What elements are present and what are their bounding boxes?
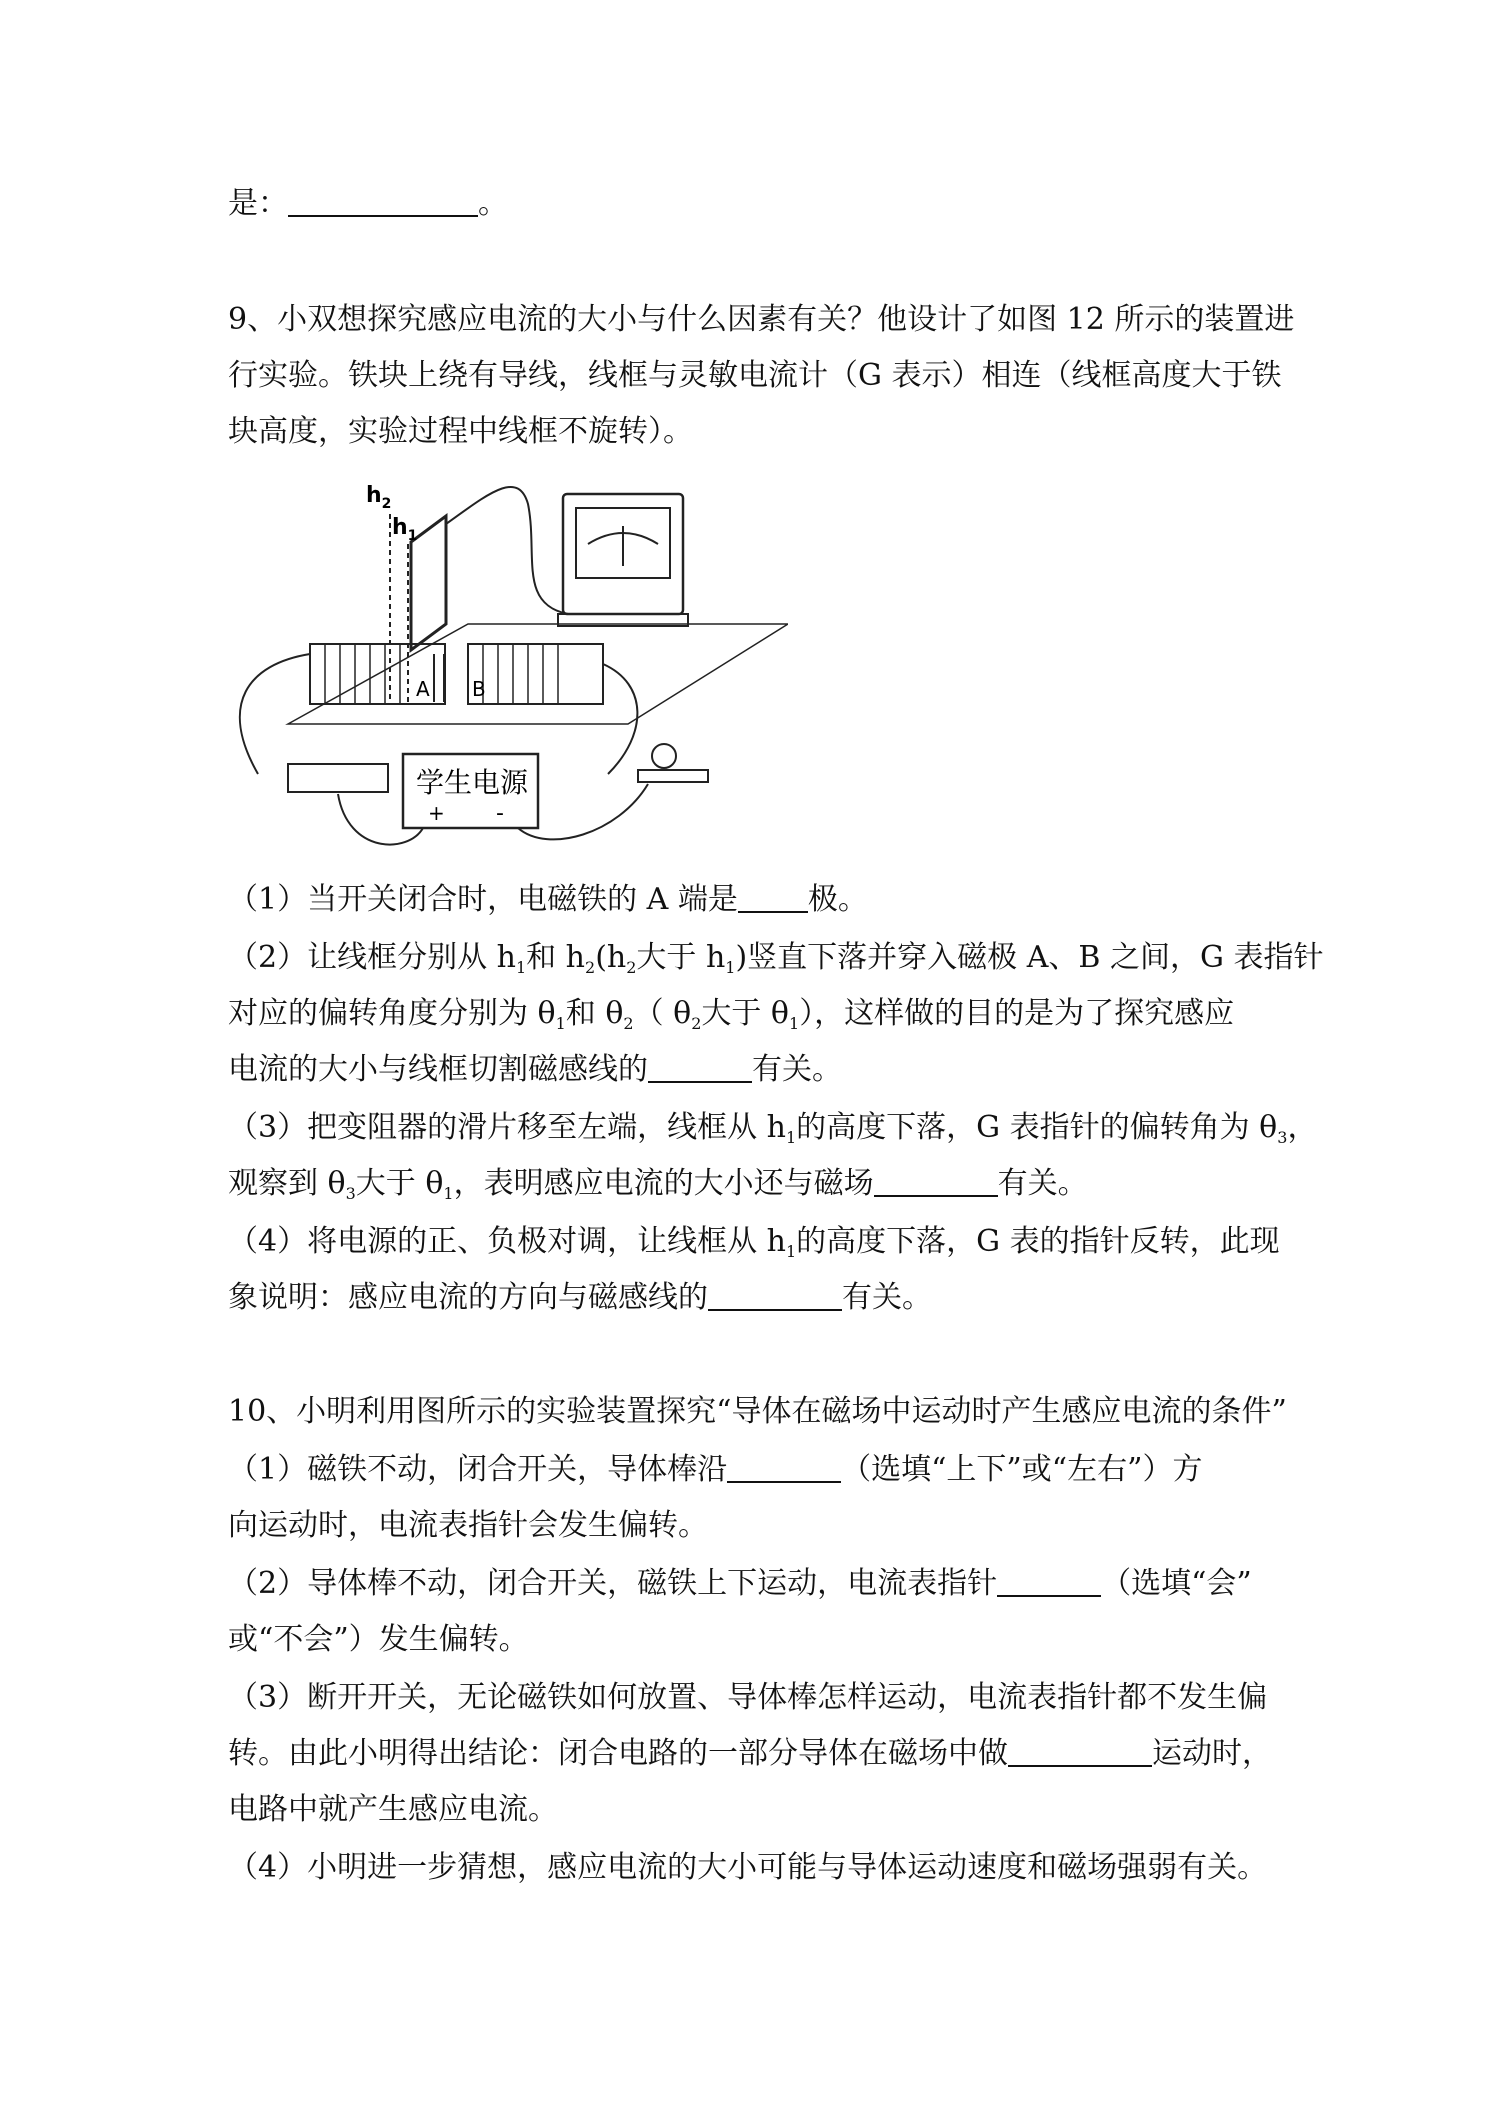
bulb — [652, 744, 676, 768]
iron-block-B — [468, 644, 603, 704]
label-h1: $h_1$ — [392, 515, 418, 544]
q9-part-1: （1）当开关闭合时，电磁铁的 A 端是 极。 — [228, 882, 868, 917]
q10-part-3-line-3: 电路中就产生感应电流。 — [228, 1792, 558, 1827]
circuit-wire-right — [603, 664, 637, 774]
q9-part-2-line-2: 对应的偏转角度分别为 $\theta_1$和 $\theta_2$（ $\theta_2$大于 $\theta_1$），这样做的目的是为了探究感应 — [228, 996, 1235, 1033]
switch — [638, 770, 708, 782]
answer-blank[interactable] — [648, 1051, 752, 1083]
answer-blank[interactable] — [288, 185, 478, 217]
q10-title: 10、小明利用图所示的实验装置探究“导体在磁场中运动时产生感应电流的条件” — [228, 1394, 1287, 1429]
answer-blank[interactable] — [874, 1165, 998, 1197]
answer-blank[interactable] — [738, 881, 808, 913]
q9-part-3-line-1: （3）把变阻器的滑片移至左端，线框从 $h_1$的高度下落，G 表指针的偏转角为 $\theta_3$， — [228, 1110, 1318, 1147]
power-supply-label: 学生电源 — [416, 766, 529, 799]
q10-part-2-line-2: 或“不会”）发生偏转。 — [228, 1622, 529, 1657]
q10-part-3-line-2: 转。由此小明得出结论：闭合电路的一部分导体在磁场中做 运动时， — [228, 1736, 1272, 1771]
q10-part-4-line-1: （4）小明进一步猜想，感应电流的大小可能与导体运动速度和磁场强弱有关。 — [228, 1850, 1268, 1885]
label-A: A — [416, 677, 430, 701]
q9-line-2: 行实验。铁块上绕有导线，线框与灵敏电流计（G 表示）相连（线框高度大于铁 — [228, 358, 1282, 393]
q9-part-4-line-2: 象说明：感应电流的方向与磁感线的 有关。 — [228, 1280, 932, 1315]
q10-part-1-line-1: （1）磁铁不动，闭合开关，导体棒沿 （选填“上下”或“左右”）方 — [228, 1452, 1203, 1487]
q9-part-2-line-1: （2）让线框分别从 $h_1$和 $h_2(h_2$大于 $h_1$)竖直下落并穿入磁极 A、B 之间，G 表指针 — [228, 940, 1324, 977]
power-minus-label: - — [496, 801, 504, 826]
answer-blank[interactable] — [727, 1451, 841, 1483]
power-wire — [338, 794, 423, 845]
q10-part-1-line-2: 向运动时，电流表指针会发生偏转。 — [228, 1508, 708, 1543]
q9-part-2-line-3: 电流的大小与线框切割磁感线的 有关。 — [228, 1052, 842, 1087]
q8-answer-line: 是： 。 — [228, 186, 508, 221]
q9-line-3: 块高度，实验过程中线框不旋转）。 — [228, 414, 693, 449]
answer-blank[interactable] — [708, 1279, 842, 1311]
label-B: B — [472, 677, 486, 701]
table-plane — [288, 624, 788, 724]
coil-windings — [325, 644, 558, 704]
q9-part-4-line-1: （4）将电源的正、负极对调，让线框从 $h_1$的高度下落，G 表的指针反转，此现 — [228, 1224, 1280, 1261]
frame-wire — [446, 487, 568, 614]
power-plus-label: + — [428, 801, 445, 825]
circuit-wire-left — [240, 654, 310, 774]
q10-part-3-line-1: （3）断开开关，无论磁铁如何放置、导体棒怎样运动，电流表指针都不发生偏 — [228, 1680, 1268, 1715]
experiment-figure — [228, 474, 788, 860]
answer-blank[interactable] — [1008, 1735, 1152, 1767]
q9-part-3-line-2: 观察到 $\theta_3$大于 $\theta_1$，表明感应电流的大小还与磁场 有关。 — [228, 1166, 1088, 1203]
answer-blank[interactable] — [997, 1565, 1101, 1597]
q10-part-2-line-1: （2）导体棒不动，闭合开关，磁铁上下运动，电流表指针 （选填“会” — [228, 1566, 1252, 1601]
rheostat — [288, 764, 388, 792]
label-h2: $h_2$ — [366, 483, 392, 512]
q9-line-1: 9、小双想探究感应电流的大小与什么因素有关？他设计了如图 12 所示的装置进 — [228, 302, 1295, 337]
